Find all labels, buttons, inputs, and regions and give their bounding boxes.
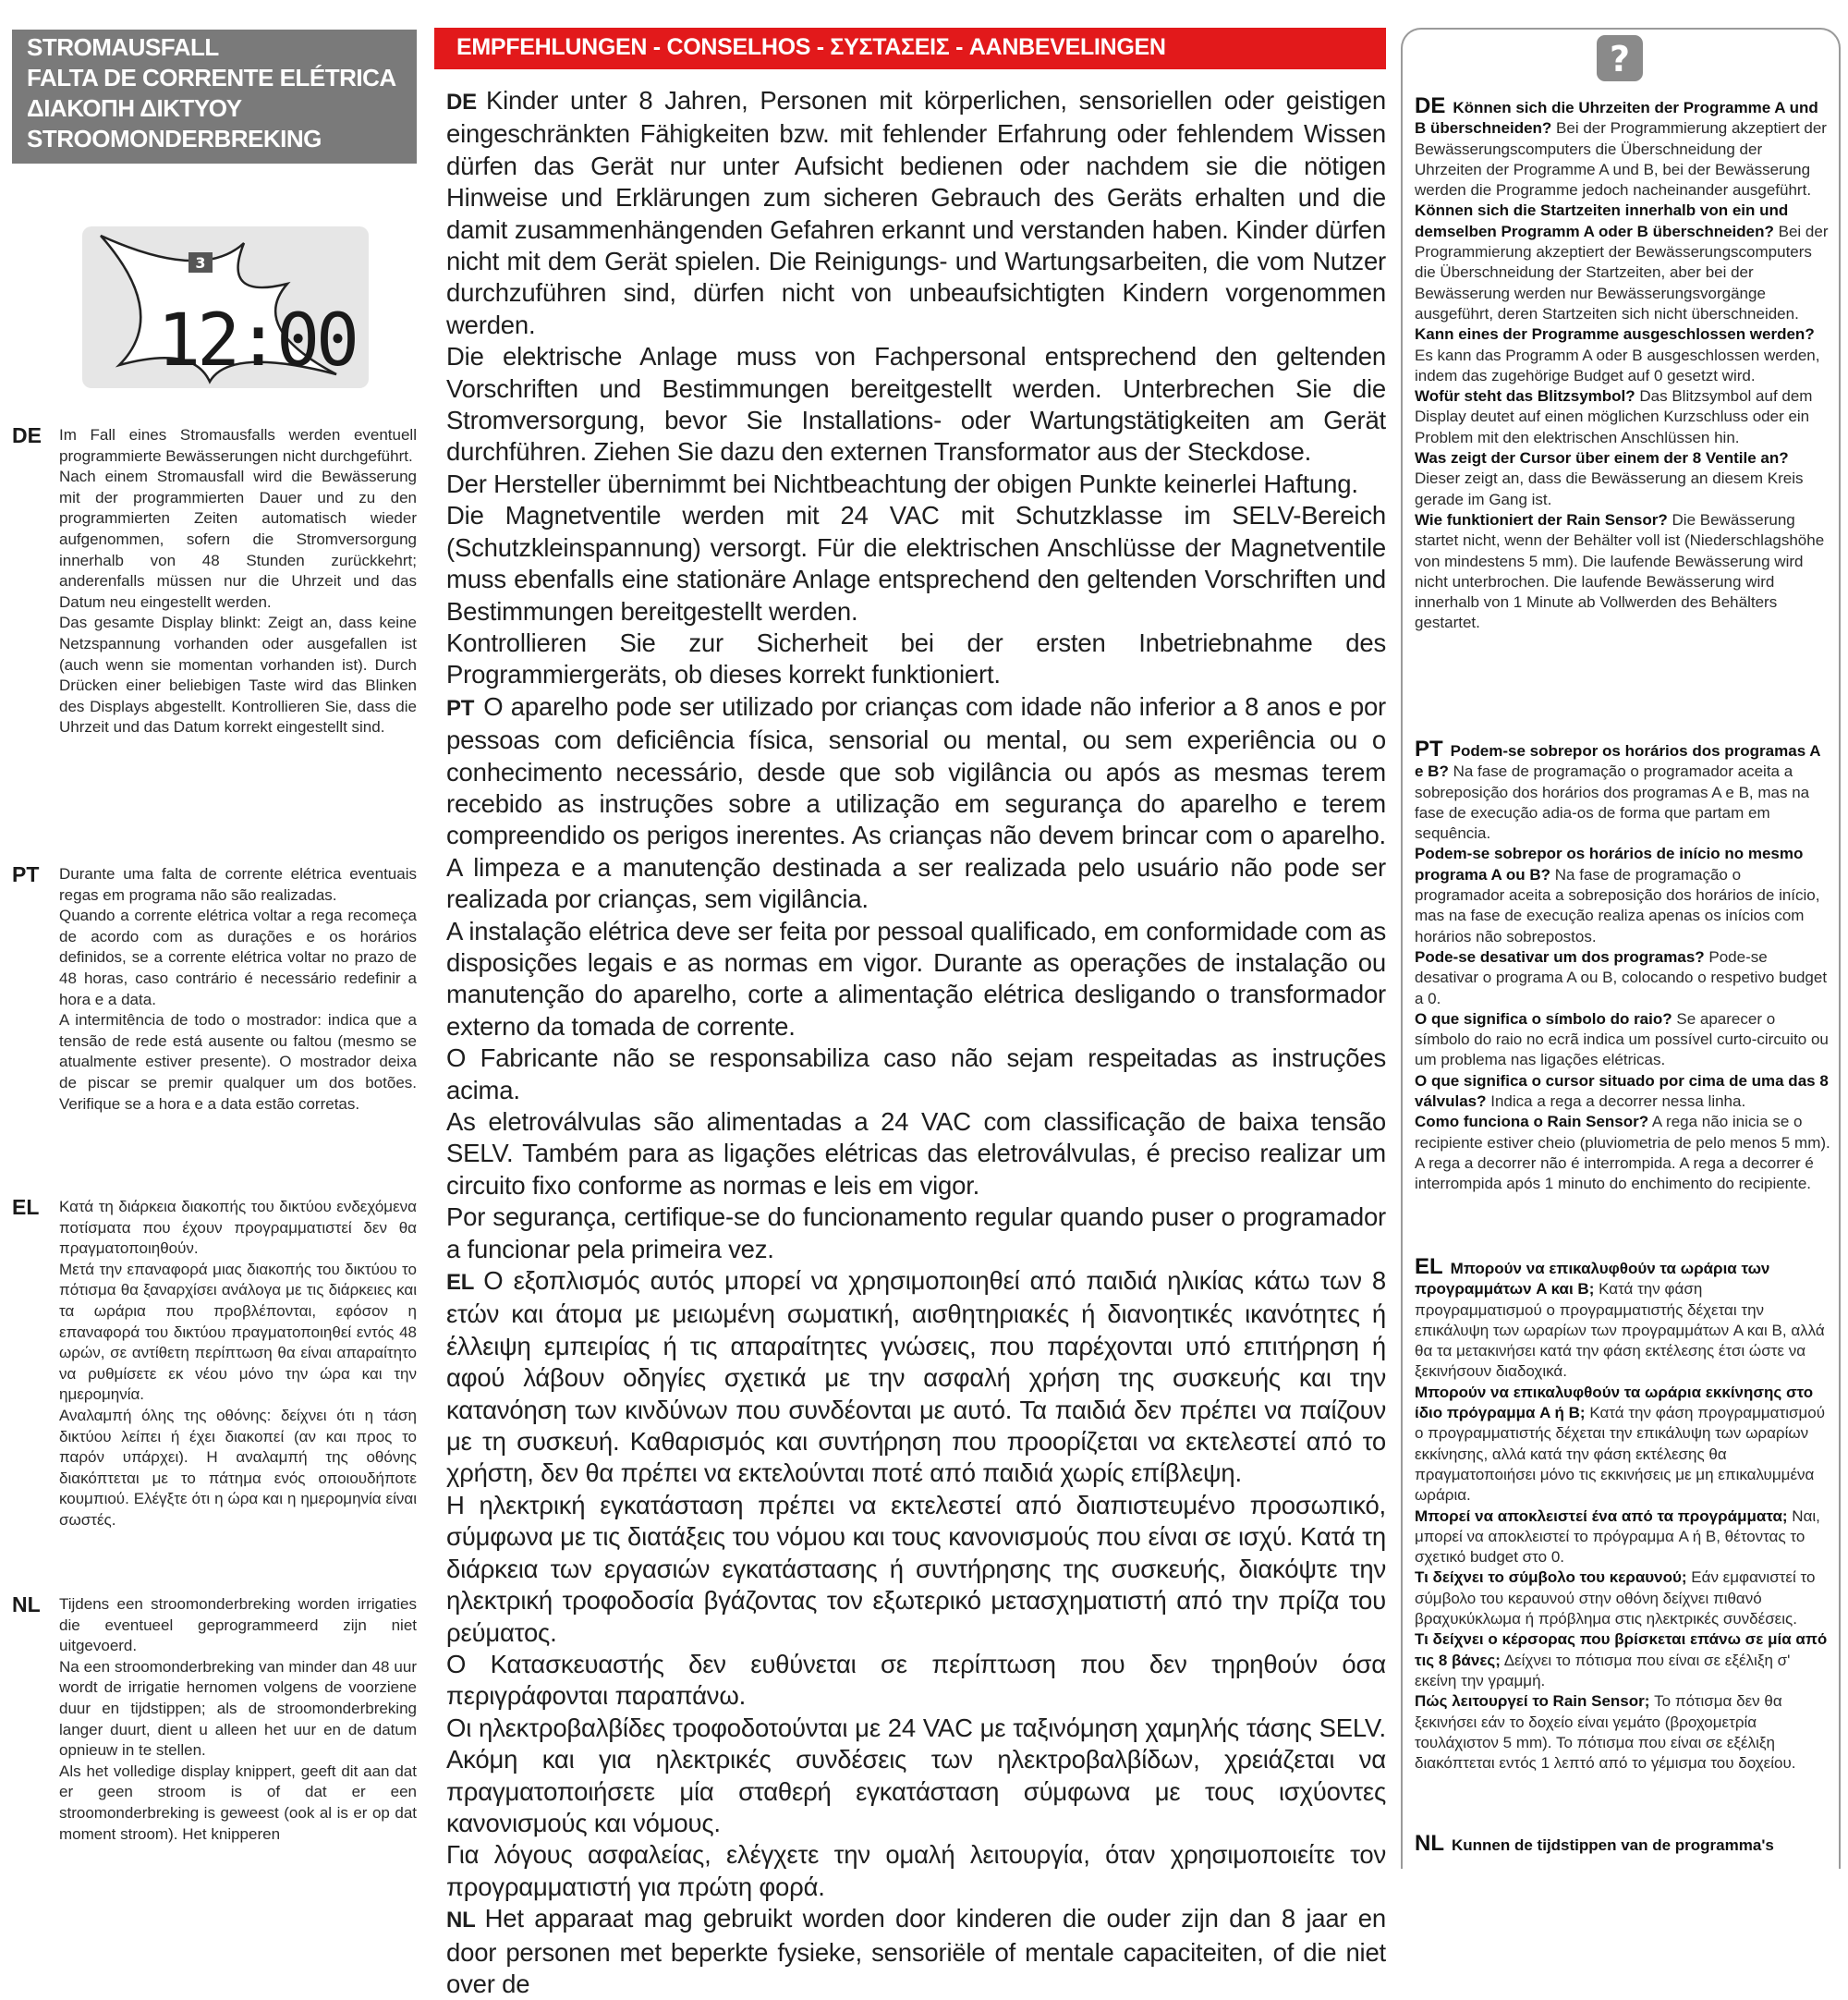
faq-answer: Es kann das Programm A oder B ausgeschlossen werden, indem das zugehörige Budget auf 0 gesetzt wird. — [1415, 346, 1820, 384]
lang-code: NL — [1415, 1831, 1444, 1856]
faq-answer: Δείχνει το πότισμα που είναι σε εξέλιξη σ' εκείνη την γραμμή. — [1415, 1651, 1791, 1689]
paragraph: Quando a corrente elétrica voltar a rega recomeça de acordo com as durações e os horários definidos, se a corrente elétrica voltar no prazo de 48 horas, caso contrário é necessário redefinir a hora e a data. — [59, 907, 417, 1008]
question-mark-icon — [1596, 34, 1644, 82]
paragraph: O Fabricante não se responsabiliza caso não sejam respeitadas as instruções acima. — [446, 1043, 1386, 1104]
faq-column — [1401, 28, 1841, 1869]
paragraph: Als het volledige display knippert, geeft dit aan dat er geen stroom is of dat er een stroomonderbreking is geweest (ook al is er op dat moment stroom). Het knipperen — [59, 1762, 417, 1843]
paragraph: A instalação elétrica deve ser feita por pessoal qualificado, em conformidade com as disposições legais e as normas em vigor. Durante as operações de instalação ou manutenção do aparelho, corte a alimentação elétrica desligando o transformador externo da tomada de corrente. — [446, 916, 1386, 1041]
lang-code: DE — [12, 423, 42, 447]
paragraph: Tijdens een stroomonderbreking worden irrigaties die eventueel geprogrammeerd zijn niet uitgevoerd. — [59, 1595, 417, 1655]
lang-code: EL — [446, 1270, 475, 1296]
paragraph: Die elektrische Anlage muss von Fachpersonal entsprechend den geltenden Vorschriften und Bestimmungen bereitgestellt werden. Unterbrechen Sie die Stromversorgung, bevor Sie Installations- oder Wartungstätigkeiten am Gerät durchführen. Ziehen Sie dazu den externen Transformator aus der Steckdose. — [446, 342, 1386, 467]
faq-answer: Se aparecer o símbolo do raio no ecrã indica um possível curto-circuito ou um problema nas ligações elétricas. — [1415, 1009, 1829, 1069]
paragraph: Αναλαμπή όλης της οθόνης: δείχνει ότι η τάση δικτύου λείπει ή έχει διακοπεί (αν και προς το παρόν υπάρχει). Η αναλαμπή της οθόνης διακόπτεται με το πάτημα ενός οποιουδήποτε κουμπιού. Ελέγξτε ότι η ώρα και η ημερομηνία είναι σωστές. — [59, 1406, 417, 1529]
faq-question: Μπορούν να επικαλυφθούν τα ωράρια των προγραμμάτων A και B; — [1415, 1260, 1770, 1299]
paragraph: Kinder unter 8 Jahren, Personen mit körperlichen, sensoriellen oder geistigen eingeschränkten Fähigkeiten bzw. mit fehlender Erfahrung oder fehlendem Wissen dürfen das Gerät nur unter Aufsicht bedienen oder nachdem sie die nötigen Hinweise und Erklärungen zum sicheren Gebrauch des Geräts erhalten und die damit zusammenhängenden Gefahren erkannt und verstanden haben. Kinder dürfen nicht mit dem Gerät spielen. Die Reinigungs- und Wartungsarbeiten, die vom Nutzer durchzuführen sind, dürfen nicht von unbeaufsichtigten Kindern vorgenommen werden. — [446, 86, 1386, 339]
faq-question: O que significa o cursor situado por cima de uma das 8 válvulas? — [1415, 1071, 1829, 1111]
recommendations-column — [434, 28, 1386, 1998]
power-failure-section-el — [12, 1197, 417, 1531]
lang-code: PT — [12, 862, 40, 886]
paragraph: Por segurança, certifique-se do funcionamento regular quando puser o programador a funcionar pela primeira vez. — [446, 1202, 1386, 1263]
paragraph: As eletroválvulas são alimentadas a 24 VAC com classificação de baixa tensão SELV. Também para as ligações elétricas das eletroválvulas, é preciso realizar um circuito fixo conforme as normas e leis em vigor. — [446, 1107, 1386, 1200]
power-failure-section-nl — [12, 1594, 417, 1845]
faq-answer: Na fase de programação o programador aceita a sobreposição dos horários de início, mas na fase de execução realiza apenas os inícios com horários não sobrepostos. — [1415, 865, 1820, 945]
heading-line-de: STROMAUSFALL — [27, 33, 219, 61]
faq-answer: A rega não inicia se o recipiente estiver cheio (pluviometria de pelo menos 5 mm). A rega a decorrer não é interrompida. A rega a decorrer é interrompida após 1 minuto do enchimento do recipiente. — [1415, 1113, 1830, 1193]
faq-answer: Die Bewässerung startet nicht, wenn der Behälter voll ist (Niederschlagshöhe von mindestens 5 mm). Die laufende Bewässerung wird nicht unterbrochen. Die laufende Bewässerung wird innerhalb von 1 Minute ab Vollwerden des Behälters gestartet. — [1415, 510, 1825, 632]
paragraph: Durante uma falta de corrente elétrica eventuais regas em programa não são realizadas. — [59, 865, 417, 904]
paragraph: Im Fall eines Stromausfalls werden eventuell programmierte Bewässerungen nicht durchgeführt. — [59, 426, 417, 465]
paragraph: Η ηλεκτρική εγκατάσταση πρέπει να εκτελεστεί από διαπιστευμένο προσωπικό, σύμφωνα με τις διατάξεις του νόμου και τους κανονισμούς που είναι σε ισχύ. Κατά τη διάρκεια των εργασιών εγκατάστασης ή συντήρησης της συσκευής, διακόψτε την ηλεκτρική τροφοδοσία βγάζοντας τον εξωτερικό μετασχηματιστή από την πρίζα του ρεύματος. — [446, 1490, 1386, 1647]
paragraph: Ο εξοπλισμός αυτός μπορεί να χρησιμοποιηθεί από παιδιά ηλικίας κάτω των 8 ετών και άτομα με μειωμένη σωματική, αισθητηριακές ή διανοητικές ικανότητες ή έλλειψη εμπειρίας ή τις απαραίτητες γνώσεις, που παρέχονται υπό επιτήρηση ή αφού λάβουν οδηγίες σχετικά με την ασφαλή χρήση της συσκευής και την κατανόηση των κινδύνων που συνδέονται με αυτό. Τα παιδιά δεν πρέπει να παίζουν με τη συσκευή. Καθαρισμός και συντήρηση που προορίζεται να εκτελεστεί από το χρήστη, δεν θα πρέπει να εκτελούνται ποτέ από παιδιά χωρίς επίβλεψη. — [446, 1266, 1386, 1488]
recommendations-body — [446, 85, 1386, 2000]
lang-code: DE — [1415, 93, 1446, 118]
paragraph: Die Magnetventile werden mit 24 VAC mit Schutzklasse im SELV-Bereich (Schutzkleinspannung) versorgt. Für die elektrischen Anschlüsse der Magnetventile muss ebenfalls eine stationäre Anlage entsprechend den geltenden Vorschriften und Bestimmungen bereitgestellt werden. — [446, 501, 1386, 626]
blinking-display-illustration — [82, 226, 369, 388]
paragraph: Der Hersteller übernimmt bei Nichtbeachtung der obigen Punkte keinerlei Haftung. — [446, 469, 1358, 498]
faq-question: Wofür steht das Blitzsymbol? — [1415, 387, 1635, 406]
faq-question: Kunnen de tijdstippen van de programma's — [1452, 1836, 1774, 1854]
faq-answer: Το πότισμα δεν θα ξεκινήσει εάν το δοχείο είναι γεμάτο (βροχομετρία τουλάχιστον 5 mm). Το πότισμα που είναι σε εξέλιξη διακόπτεται εντός 1 λεπτό από το γέμισμα του δοχείου. — [1415, 1692, 1796, 1773]
faq-answer: Indica a rega a decorrer nessa linha. — [1490, 1092, 1746, 1111]
faq-answer: Bei der Programmierung akzeptiert der Bewässerungscomputers die Überschneidung der Uhrzeiten der Programme A und B, bei der Bewässerung werden die Programme jedoch nacheinander ausgeführt. — [1415, 119, 1827, 200]
lang-code: EL — [1415, 1254, 1443, 1279]
power-failure-column — [12, 30, 417, 1843]
faq-answer: Εάν εμφανιστεί το σύμβολο του κεραυνού στην οθόνη δείχνει πιθανό βραχυκύκλωμα ή πρόβλημα στις ηλεκτρικές συνδέσεις. — [1415, 1568, 1816, 1628]
paragraph: Κατά τη διάρκεια διακοπής του δικτύου ενδεχόμενα ποτίσματα που έχουν προγραμματιστεί δεν θα πραγματοποιηθούν. — [59, 1198, 417, 1258]
recommendations-heading: EMPFEHLUNGEN - CONSELHOS - ΣΥΣΤΑΣΕΙΣ - AANBEVELINGEN — [434, 28, 1386, 69]
faq-section-pt — [1415, 739, 1832, 1195]
faq-answer: Κατά την φάση προγραμματισμού ο προγραμματιστής δέχεται την επικάλυψη των ωραρίων εκκίνησης, αλλά κατά την φάση εκτέλεσης θα πραγματοποιήσει μόνο τις εκκινήσεις με μη επικαλυμμένα ωράρια. — [1415, 1404, 1826, 1505]
lang-code: NL — [446, 1908, 476, 1933]
paragraph: Kontrollieren Sie zur Sicherheit bei der ersten Inbetriebnahme des Programmiergeräts, ob dieses korrekt funktioniert. — [446, 628, 1386, 689]
faq-question: Τι δείχνει το σύμβολο του κεραυνού; — [1415, 1568, 1687, 1587]
paragraph: Για λόγους ασφαλείας, ελέγχετε την ομαλή λειτουργία, όταν χρησιμοποιείτε τον προγραμματιστή για πρώτη φορά. — [446, 1840, 1386, 1901]
paragraph: Het apparaat mag gebruikt worden door kinderen die ouder zijn dan 8 jaar en door personen met beperkte fysieke, sensoriële of mentale capaciteiten, of die niet over de — [446, 1904, 1386, 1998]
faq-answer: Pode-se desativar o programa A ou B, colocando o respetivo budget a 0. — [1415, 947, 1828, 1007]
paragraph: Nach einem Stromausfall wird die Bewässerung mit der programmierten Dauer und zu den programmierten Zeiten automatisch wieder aufgenommen, sofern die Stromversorgung innerhalb von 48 Stunden zurückkehrt; anderenfalls müssen nur die Uhrzeit und das Datum neu eingestellt werden. — [59, 468, 417, 611]
power-failure-section-de — [12, 425, 417, 738]
faq-question: Τι δείχνει ο κέρσορας που βρίσκεται επάνω σε μία από τις 8 βάνες; — [1415, 1630, 1828, 1669]
faq-question: Podem-se sobrepor os horários dos programas A e B? — [1415, 742, 1820, 781]
faq-answer: Κατά την φάση προγραμματισμού ο προγραμματιστής δέχεται την επικάλυψη των ωραρίων των προγραμμάτων A και B, αλλά θα τα μετακινήσει κατά την φάση εκτέλεσης έτσι ώστε να ξεκινήσουν διαδοχικά. — [1415, 1280, 1825, 1381]
faq-question: Como funciona o Rain Sensor? — [1415, 1113, 1649, 1131]
lang-code: PT — [1415, 737, 1443, 762]
faq-question: Können sich die Uhrzeiten der Programme A und B überschneiden? — [1415, 99, 1818, 138]
paragraph: Ο Κατασκευαστής δεν ευθύνεται σε περίπτωση που δεν τηρηθούν όσα περιγράφονται παραπάνω. — [446, 1649, 1386, 1711]
heading-line-nl: STROOMONDERBREKING — [27, 125, 322, 152]
faq-question: Kann eines der Programme ausgeschlossen werden? — [1415, 325, 1815, 344]
faq-question: Pode-se desativar um dos programas? — [1415, 947, 1705, 966]
display-time: 12:00 — [157, 299, 356, 383]
program-number: 3 — [195, 254, 206, 272]
faq-question: O que significa o símbolo do raio? — [1415, 1009, 1672, 1028]
faq-section-de — [1415, 93, 1832, 634]
power-failure-section-pt — [12, 864, 417, 1115]
lang-code: NL — [12, 1592, 41, 1616]
paragraph: Na een stroomonderbreking van minder dan 48 uur wordt de irrigatie hernomen volgens de voorziene duur en tijdstippen; als de stroomonderbreking langer duurt, dient u alleen het uur en de datum opnieuw in te stellen. — [59, 1657, 417, 1760]
faq-question: Was zeigt der Cursor über einem der 8 Ventile an? — [1415, 449, 1789, 468]
power-failure-heading — [12, 30, 417, 164]
heading-line-el: ΔΙΑΚΟΠΗ ΔΙΚΤΥΟΥ — [27, 94, 242, 122]
paragraph: A intermitência de todo o mostrador: indica que a tensão de rede está ausente ou faltou (mesmo se atualmente estiver presente). O mostrador deixa de piscar se premir qualquer um dos botões. Verifique se a hora e a data estão corretas. — [59, 1011, 417, 1113]
recommendations-section-nl — [446, 1903, 1386, 2000]
recommendations-section-de — [446, 85, 1386, 691]
paragraph: O aparelho pode ser utilizado por crianças com idade não inferior a 8 anos e por pessoas com deficiência física, sensorial ou mental, ou sem experiência ou o conhecimento necessário, desde que sob vigilância ou após as mesmas terem recebido as instruções sobre a utilização em segurança do aparelho e terem compreendido os perigos inerentes. As crianças não devem brincar com o aparelho. A limpeza e a manutenção destinada a ser realizada pelo usuário não pode ser realizada por crianças, sem vigilância. — [446, 691, 1386, 914]
lang-code: PT — [446, 695, 475, 721]
recommendations-section-pt — [446, 691, 1386, 1265]
faq-question: Wie funktioniert der Rain Sensor? — [1415, 510, 1668, 529]
lang-code: DE — [446, 90, 477, 115]
faq-answer: Ναι, μπορεί να αποκλειστεί το πρόγραμμα A ή B, θέτοντας το σχετικό budget στο 0. — [1415, 1506, 1820, 1567]
faq-answer: Dieser zeigt an, dass die Bewässerung an diesem Kreis gerade im Gang ist. — [1415, 470, 1804, 508]
faq-answer: Bei der Programmierung akzeptiert der Bewässerungscomputers die Überschneidung der Startzeiten, aber bei der Bewässerung werden nur Bewässerungsvorgänge ausgeführt, deren Startzeiten sich nicht überschneiden. — [1415, 222, 1829, 323]
faq-question: Podem-se sobrepor os horários de início no mesmo programa A ou B? — [1415, 845, 1804, 884]
faq-answer: Na fase de programação o programador aceita a sobreposição dos horários dos programas A e B, mas na fase de execução adia-os de forma que partam em sequência. — [1415, 762, 1810, 843]
faq-question: Können sich die Startzeiten innerhalb von ein und demselben Programm A oder B überschneiden? — [1415, 201, 1789, 240]
faq-section-nl — [1415, 1831, 1832, 1856]
faq-question: Πώς λειτουργεί το Rain Sensor; — [1415, 1692, 1650, 1711]
faq-question: Μπορούν να επικαλυφθούν τα ωράρια εκκίνησης στο ίδιο πρόγραμμα A ή B; — [1415, 1383, 1814, 1422]
faq-question: Μπορεί να αποκλειστεί ένα από τα προγράμματα; — [1415, 1506, 1788, 1525]
lang-code: EL — [12, 1195, 40, 1219]
faq-answer: Das Blitzsymbol auf dem Display deutet auf einen möglichen Kurzschluss oder ein Problem mit den elektrischen Anschlüssen hin. — [1415, 387, 1813, 446]
recommendations-section-el — [446, 1265, 1386, 1903]
svg-text:?: ? — [1609, 39, 1631, 79]
paragraph: Das gesamte Display blinkt: Zeigt an, dass keine Netzspannung vorhanden oder ausgefallen ist (auch wenn sie momentan vorhanden ist). Durch Drücken einer beliebigen Taste wird das Blinken des Displays abgestellt. Kontrollieren Sie, dass die Uhrzeit und das Datum korrekt eingestellt sind. — [59, 614, 417, 737]
faq-section-el — [1415, 1254, 1832, 1774]
paragraph: Οι ηλεκτροβαλβίδες τροφοδοτούνται με 24 VAC με ταξινόμηση χαμηλής τάσης SELV. Ακόμη και για ηλεκτρικές συνδέσεις των ηλεκτροβαλβίδων, χρειάζεται να πραγματοποιήσετε μία σταθερή εγκατάσταση σύμφωνα με τους ισχύοντες κανονισμούς και νόμους. — [446, 1713, 1386, 1837]
heading-line-pt: FALTA DE CORRENTE ELÉTRICA — [27, 64, 396, 91]
paragraph: Μετά την επαναφορά μιας διακοπής του δικτύου το πότισμα θα ξαναρχίσει ανάλογα με τις διάρκειες και τα ωράρια που προβλέπονται, εφόσον η επαναφορά του δικτύου πραγματοποιηθεί εντός 48 ωρών, σε αντίθετη περίπτωση θα είναι απαραίτητο να ρυθμίσετε εκ νέου μόνο την ώρα και την ημερομηνία. — [59, 1260, 417, 1404]
